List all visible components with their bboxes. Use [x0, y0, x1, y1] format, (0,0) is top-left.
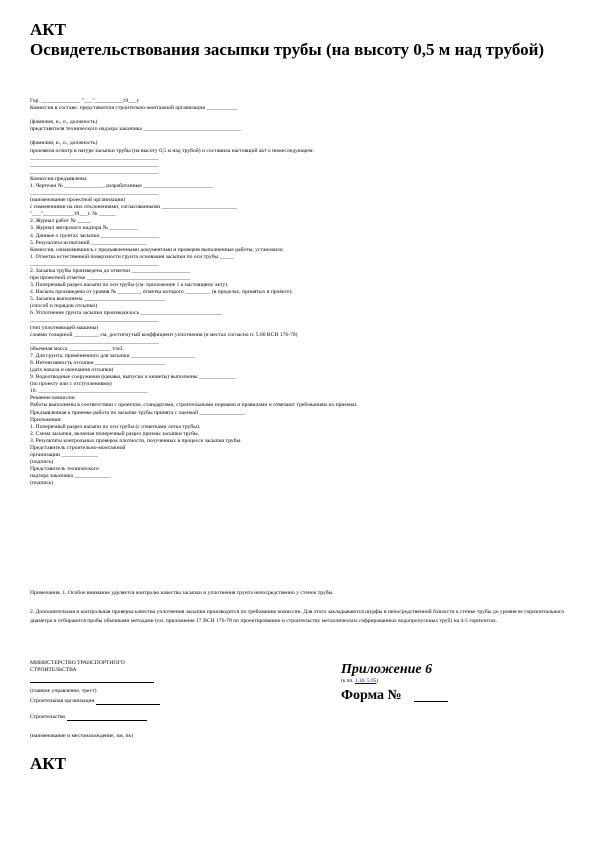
construction-site-caption: (наименование и местонахождение, км, пк) — [30, 733, 134, 739]
act-line: 4. Насыпь произведена от уровня № ________, отметка которого _________ (в пределах, принятых в проекте). — [30, 289, 293, 296]
act-line: при проектной отметке _____________________________________ — [30, 275, 191, 281]
act-line: Представитель строительно-монтажной — [30, 444, 126, 451]
act-line: представителя технического надзора заказчика ___________________________________ — [30, 126, 242, 133]
construction-org-blank — [96, 704, 160, 705]
act-line: ______________________________________________ — [30, 168, 159, 175]
act-line: ______________________________________________ — [30, 161, 159, 168]
appendix-ref-link[interactable]: 1.16; 5.95 — [354, 678, 377, 684]
appendix-ref-suffix: ) — [376, 678, 379, 684]
act-line: Комиссии предъявлены: — [30, 175, 88, 182]
act-line: 4. Данные о грунтах засыпки _____________________ — [30, 232, 160, 239]
act-line: Решение комиссии — [30, 395, 75, 402]
construction-site-row — [30, 714, 147, 721]
ministry-name-line2: СТРОИТЕЛЬСТВА — [30, 667, 77, 673]
act-line: ______________________________________________ — [30, 317, 159, 324]
act-line: "___"___________19___г. № ______ — [30, 211, 116, 218]
form-number-blank — [414, 701, 448, 702]
ministry-caption: (главное управление, трест) — [30, 688, 97, 694]
act-line: 2. Засыпка трубы произведена до отметки _____________________ — [30, 267, 191, 274]
act-line: 1. Отметка естественной поверхности грунта основания засыпки по оси трубы _____ — [30, 253, 234, 260]
act-line: слоями толщиной _________ см, достигнутый коэффициент уплотнения (в местах согласно п. 5.60 ВСН 176-78) — [30, 331, 298, 338]
form-number-label: Форма № — [341, 688, 402, 703]
act-line: ______________________________________________ — [30, 338, 159, 345]
act-line: (подпись) — [30, 480, 54, 487]
act-line: Приложения: — [30, 416, 62, 423]
act-line: 3. Результаты контрольных проверок плотности, полученных в процессе засыпки трубы. — [30, 437, 242, 444]
act-line: организации _____________ — [30, 452, 98, 458]
appendix-title: Приложение 6 — [341, 662, 433, 677]
act-line: с изменениями на них отклонениями, согласованными ___________________________ — [30, 204, 237, 211]
act-line: (наименование проектной организации) — [30, 197, 126, 204]
act-line: 3. Журнал авторского надзора № __________ — [30, 225, 138, 232]
act-line: объемная масса _______________ т/м3. — [30, 345, 124, 352]
act-line: (фамилия, и., о., должность) — [30, 140, 98, 147]
ministry-name-line1: МИНИСТЕРСТВО ТРАНСПОРТНОГО — [30, 660, 125, 666]
document-title: Освидетельствования засыпки трубы (на высоту 0,5 м над трубой) — [30, 40, 545, 59]
act-line: (дата начала и окончания отсыпки) — [30, 367, 114, 374]
act-line: Комиссия в составе: представителя строительно-монтажной организации ___________ — [30, 105, 238, 112]
act-line: 5. Засыпка выполнена _____________________________ — [30, 296, 165, 303]
act-line: 7. Для грунта, примененного для засыпки _______________________ — [30, 352, 196, 359]
act-line: (подпись) — [30, 459, 54, 466]
act-line: 6. Уплотнение грунта засыпки производилось _____________________________ — [30, 310, 222, 317]
act-line: произвела осмотр в натуре засыпки трубы (на высоту 0,5 м над трубой) и составила настоящий акт о нижеследующем: — [30, 147, 314, 154]
act-line: 3. Поперечный разрез насыпи по оси трубы (см. приложение 1 к настоящему акту). — [30, 282, 229, 289]
act-line: 1. Поперечный разрез насыпи по оси трубы (с отметками лотка трубы). — [30, 423, 201, 430]
act-line: (фамилия, и., о., должность) — [30, 119, 98, 126]
act-line: (тип уплотняющей машины) — [30, 324, 99, 331]
act-line: 9. Водоотводные сооружения (канавы, выпуски и кюветы) выполнены _____________ — [30, 374, 236, 381]
act-line: Работы выполнены в соответствии с проектом, стандартами, строительными нормами и правилами и отвечают требованиям их приемки. — [30, 402, 358, 409]
act-line: 2. Схема засыпки, включая поперечный разрез призмы засыпки трубы. — [30, 430, 200, 437]
act-line: 5. Результаты испытаний ____________________ — [30, 239, 147, 246]
note-paragraph: 2. Дополнительная и контрольная проверка качества уплотнения засыпки производится по требованию комиссии. Для этого закладываются шурфы в непосредственной близости к стенке трубы до уровня ее горизонтального диаметра и отбираются пробы обычными методами (см. приложение 17 ВСН 176-78 по проектированию и строительству металлических гофрированных водопропускных труб) на 4-5 горизонтах. — [30, 609, 565, 624]
act-heading-bottom: АКТ — [30, 754, 66, 773]
act-line: ______________________________________________ — [30, 190, 159, 197]
act-line: ______________________________________________ — [30, 260, 159, 267]
note-paragraph: Примечания. 1. Особое внимание уделяется контролю качества засыпки и уплотнения грунта непосредственно у стенок трубы. — [30, 590, 334, 596]
act-line: 8. Интенсивность отсыпки _________________________ — [30, 359, 165, 366]
act-line: Представитель технического — [30, 466, 99, 473]
construction-site-blank — [67, 720, 147, 721]
act-heading-top: АКТ — [30, 20, 66, 39]
act-line: (по проекту или с отступлениями) — [30, 381, 112, 388]
act-line: надзора заказчика _____________ — [30, 473, 111, 480]
act-line: Гор. ______________ "___"__________19___г. — [30, 98, 140, 104]
act-line: 10. _______________________________________ — [30, 388, 148, 395]
act-line: ______________________________________________ — [30, 154, 159, 161]
act-line: 1. Чертежи № ______________, разработанные _________________________ — [30, 182, 214, 189]
construction-org-row — [30, 698, 160, 705]
act-line: Предъявленная к приемке работа по засыпке трубы принята с оценкой ________________. — [30, 409, 246, 416]
construction-site-label: Строительство — [30, 714, 66, 720]
act-line: (способ и порядок отсыпки) — [30, 303, 98, 310]
construction-org-label: Строительная организация — [30, 698, 95, 704]
appendix-ref-prefix: (к пп. — [341, 678, 355, 684]
act-line: Комиссия, ознакомившись с предъявленными документами и проверив выполненные работы, установила: — [30, 246, 284, 253]
act-line: 2. Журнал работ № _____ — [30, 218, 92, 225]
appendix-reference — [341, 678, 378, 685]
ministry-blank — [30, 682, 154, 683]
